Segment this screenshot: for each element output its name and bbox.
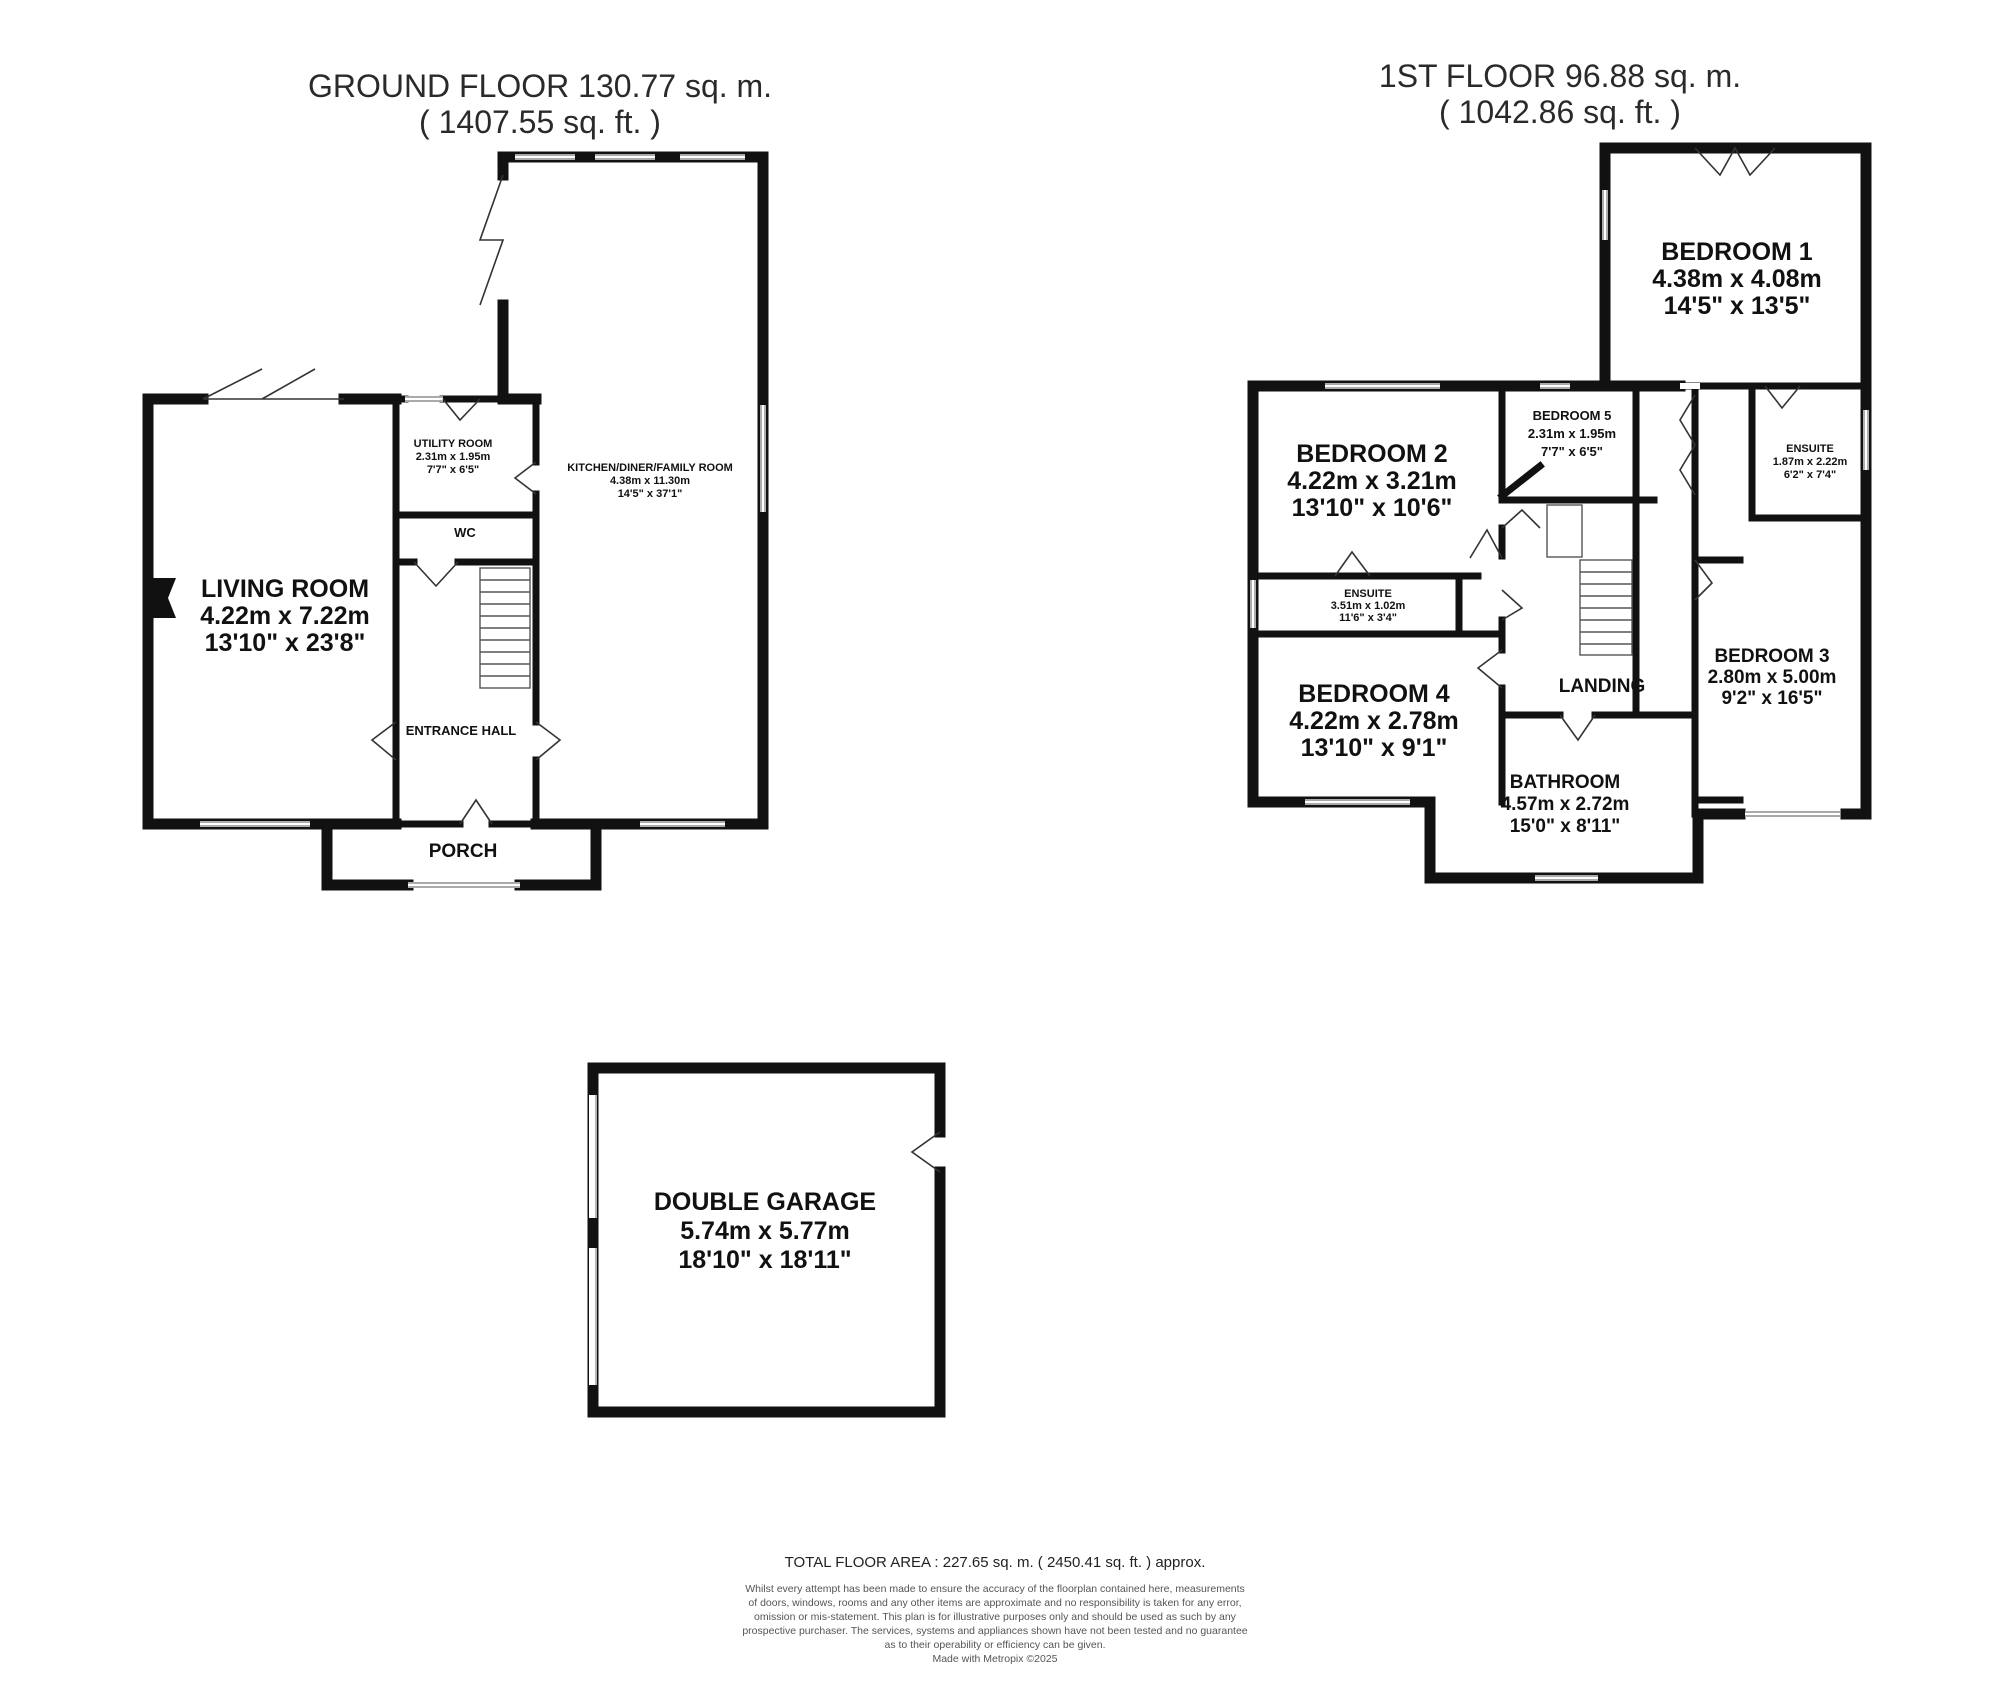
landing-name: LANDING	[1558, 676, 1646, 697]
metropix-credit: Made with Metropix ©2025	[932, 1653, 1058, 1665]
kitchen-name: KITCHEN/DINER/FAMILY ROOM	[567, 462, 733, 474]
total-floor-area: TOTAL FLOOR AREA : 227.65 sq. m. ( 2450.41 sq. ft. ) approx.	[784, 1554, 1206, 1571]
ensuite-bed2-name: ENSUITE	[1344, 588, 1392, 600]
bedroom2-metric: 4.22m x 3.21m	[1287, 467, 1457, 495]
bedroom5-name: BEDROOM 5	[1532, 408, 1612, 423]
bedroom1-metric: 4.38m x 4.08m	[1652, 265, 1822, 293]
ground-floor-plan	[148, 68, 772, 887]
bathroom-name: BATHROOM	[1509, 772, 1621, 793]
garage-name: DOUBLE GARAGE	[653, 1188, 877, 1216]
bedroom4-imperial: 13'10" x 9'1"	[1300, 734, 1448, 762]
porch-name: PORCH	[428, 841, 498, 862]
ensuite-bed1-name: ENSUITE	[1786, 443, 1834, 455]
disclaimer-line: of doors, windows, rooms and any other items are approximate and no responsibility is taken for any error,	[748, 1597, 1242, 1609]
bedroom4-metric: 4.22m x 2.78m	[1289, 707, 1459, 735]
disclaimer-line: as to their operability or efficiency can be given.	[884, 1639, 1106, 1651]
first-floor-heading: 1ST FLOOR 96.88 sq. m.	[1378, 58, 1742, 94]
ground-floor-heading: GROUND FLOOR 130.77 sq. m.	[307, 68, 773, 104]
fireplace-icon	[153, 578, 176, 618]
living-room-metric: 4.22m x 7.22m	[200, 602, 370, 630]
bedroom1-name: BEDROOM 1	[1661, 238, 1813, 266]
entrance-hall-name: ENTRANCE HALL	[405, 723, 517, 738]
garage-imperial: 18'10" x 18'11"	[678, 1246, 852, 1274]
bedroom5-imperial: 7'7" x 6'5"	[1541, 444, 1603, 459]
disclaimer-line: omission or mis-statement. This plan is for illustrative purposes only and should be used as such by any	[754, 1611, 1236, 1623]
footer	[742, 1554, 1247, 1665]
disclaimer-line: prospective purchaser. The services, systems and appliances shown have not been tested and no guarantee	[742, 1625, 1248, 1637]
bathroom-imperial: 15'0" x 8'11"	[1509, 816, 1621, 837]
bedroom3-metric: 2.80m x 5.00m	[1707, 667, 1837, 688]
bedroom1-imperial: 14'5" x 13'5"	[1663, 292, 1811, 320]
ground-floor-heading-sub: ( 1407.55 sq. ft. )	[419, 104, 661, 140]
bedroom3-imperial: 9'2" x 16'5"	[1721, 688, 1823, 709]
ensuite-bed2-imperial: 11'6" x 3'4"	[1339, 612, 1397, 624]
kitchen-imperial: 14'5" x 37'1"	[617, 488, 683, 500]
ensuite-bed1-imperial: 6'2" x 7'4"	[1783, 469, 1837, 481]
bedroom3-name: BEDROOM 3	[1714, 646, 1830, 667]
utility-room-metric: 2.31m x 1.95m	[415, 451, 491, 463]
living-room-imperial: 13'10" x 23'8"	[204, 629, 366, 657]
first-floor-heading-sub: ( 1042.86 sq. ft. )	[1439, 94, 1681, 130]
bedroom5-metric: 2.31m x 1.95m	[1527, 426, 1617, 441]
ground-floor-windows	[200, 155, 765, 887]
ensuite-bed2-metric: 3.51m x 1.02m	[1330, 600, 1406, 612]
kitchen-metric: 4.38m x 11.30m	[609, 475, 691, 487]
ground-floor-stairs	[480, 568, 530, 688]
utility-room-imperial: 7'7" x 6'5"	[426, 464, 480, 476]
disclaimer-line: Whilst every attempt has been made to ensure the accuracy of the floorplan contained here, measurements	[745, 1583, 1245, 1595]
first-floor-stairs	[1547, 505, 1632, 655]
bedroom2-name: BEDROOM 2	[1296, 440, 1448, 468]
bathroom-metric: 4.57m x 2.72m	[1500, 794, 1630, 815]
garage-plan	[593, 1068, 940, 1412]
wc-name: WC	[454, 525, 476, 540]
bedroom4-name: BEDROOM 4	[1298, 680, 1450, 708]
bedroom2-imperial: 13'10" x 10'6"	[1291, 494, 1453, 522]
utility-room-name: UTILITY ROOM	[413, 438, 493, 450]
ground-floor-walls	[148, 157, 763, 885]
garage-metric: 5.74m x 5.77m	[680, 1217, 850, 1245]
ensuite-bed1-metric: 1.87m x 2.22m	[1772, 456, 1848, 468]
living-room-name: LIVING ROOM	[200, 575, 370, 603]
first-floor-plan	[1251, 58, 1868, 880]
